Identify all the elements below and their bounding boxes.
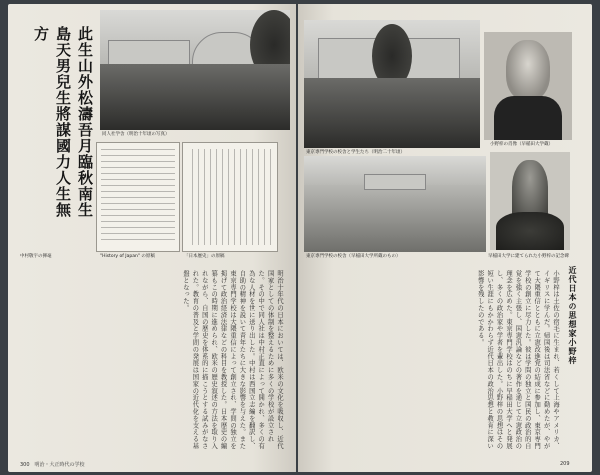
right-page bbox=[298, 4, 592, 472]
monument-photo bbox=[490, 152, 570, 250]
caption-monument: 早稲田大学に建てられた小野梓の記念碑 bbox=[488, 254, 569, 259]
right-body-text: 小野梓は土佐の宿毛に生まれ、若くして上海やアメリカ、イギリスに学んだ。帰国後は司法省などに勤めたが、やがて大隈重信とともに立憲改進党の結成に参加し、東京専門学校の創立に尽力した。彼は学問の独立と国民の政治的自覚を強く主張し、国憲汎論などの著作を通じて立憲政治の理念を広めた。東京専門学校はのちに早稲田大学へと発展し、多くの政治家や学者を輩出した。小野梓の思想はその短い生涯にもかかわらず近代日本の政治思想と教育に深い影響を残したのである。 bbox=[476, 270, 559, 450]
caption-doc-b: 「日本歴史」の原稿 bbox=[184, 254, 225, 259]
portrait-photo bbox=[484, 32, 572, 140]
calligraphy-scroll: 此生山外松濤吾月臨秋南生島天男兒生將謀國力人生無方 bbox=[32, 26, 94, 218]
caption-portrait: 小野梓の肖像（早稲田大学蔵） bbox=[490, 142, 553, 147]
caption-school-photo: 東京専門学校の校舎と学生たち（明治二十年頃） bbox=[306, 150, 405, 155]
school-building-photo bbox=[100, 10, 290, 130]
caption-calligraphy: 中村敬宇の揮毫 bbox=[20, 254, 52, 259]
book-spread bbox=[8, 4, 592, 472]
caption-doc-a: "History of Japan" の原稿 bbox=[100, 254, 155, 259]
left-footer: 300 明治・大正時代の学校 bbox=[20, 462, 85, 468]
manuscript-history-of-japan bbox=[96, 142, 180, 252]
page-number: 209 bbox=[560, 461, 570, 467]
manuscript-nihon-rekishi bbox=[182, 142, 278, 252]
school-students-photo bbox=[304, 20, 480, 148]
section-title: 近代日本の思想家小野梓 bbox=[568, 266, 578, 365]
left-body-text: 明治十年代の日本においては、欧米の文化を吸収し、近代国家としての体制を整えるために多くの学校が設立された。その中で同人社は中村正直によって開かれ、多くの有為な人材を世に送り出した。中村は西国立志編を翻訳し、自助の精神を説いて青年たちに大きな影響を与えた。また東京専門学校は大隈重信によって創立され、学問の独立を掲げて政治経済法律などの科目を教授した。日本歴史の編纂もこの時期に進められ、欧米の歴史叙述の方法を取り入れながら、自国の歴史を体系的に描こうとする試みがなされた。教育の普及と学問の発展は国家の近代化を支える基盤となった。 bbox=[181, 270, 283, 450]
school-grounds-photo bbox=[304, 156, 486, 252]
caption-top-photo: 同人社学舎（明治十年頃の写真） bbox=[102, 132, 170, 137]
left-page bbox=[8, 4, 296, 472]
caption-grounds-photo: 東京専門学校の校舎（早稲田大学所蔵のもの） bbox=[306, 254, 401, 259]
